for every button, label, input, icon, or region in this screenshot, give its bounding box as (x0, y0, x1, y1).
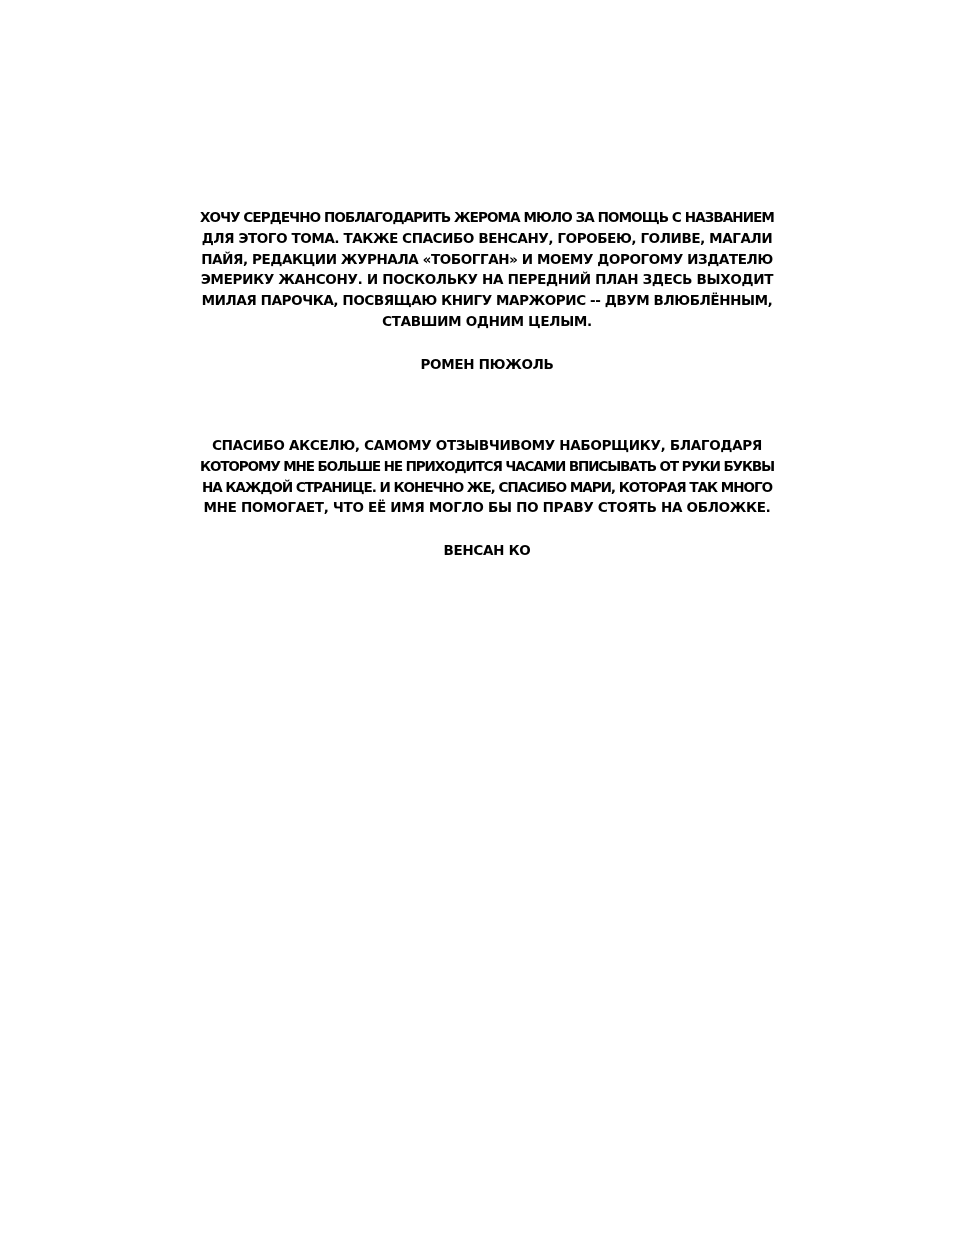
text-line: СПАСИБО АКСЕЛЮ, САМОМУ ОТЗЫВЧИВОМУ НАБОРЩИКУ, БЛАГОДАРЯ (212, 438, 762, 454)
text-line: НА КАЖДОЙ СТРАНИЦЕ. И КОНЕЧНО ЖЕ, СПАСИБО МАРИ, КОТОРАЯ ТАК МНОГО (201, 479, 773, 496)
acknowledgement-block-pujol (200, 208, 774, 375)
author-signature: РОМЕН ПЮЖОЛЬ (420, 356, 554, 373)
text-line: ПАЙЯ, РЕДАКЦИИ ЖУРНАЛА «ТОБОГГАН» И МОЕМУ ДОРОГОМУ ИЗДАТЕЛЮ (201, 251, 773, 268)
text-line: МИЛАЯ ПАРОЧКА, ПОСВЯЩАЮ КНИГУ МАРЖОРИС -- ДВУМ ВЛЮБЛЁННЫМ, (201, 293, 773, 310)
author-signature: ВЕНСАН КО (443, 543, 531, 560)
text-line: КОТОРОМУ МНЕ БОЛЬШЕ НЕ ПРИХОДИТСЯ ЧАСАМИ ВПИСЫВАТЬ ОТ РУКИ БУКВЫ (200, 458, 774, 475)
text-line: ЭМЕРИКУ ЖАНСОНУ. И ПОСКОЛЬКУ НА ПЕРЕДНИЙ ПЛАН ЗДЕСЬ ВЫХОДИТ (200, 272, 774, 289)
text-line: ХОЧУ СЕРДЕЧНО ПОБЛАГОДАРИТЬ ЖЕРОМА МЮЛО ЗА ПОМОЩЬ С НАЗВАНИЕМ (200, 210, 774, 226)
text-line: МНЕ ПОМОГАЕТ, ЧТО ЕЁ ИМЯ МОГЛО БЫ ПО ПРАВУ СТОЯТЬ НА ОБЛОЖКЕ. (203, 500, 771, 517)
text-line: ДЛЯ ЭТОГО ТОМА. ТАКЖЕ СПАСИБО ВЕНСАНУ, ГОРОБЕЮ, ГОЛИВЕ, МАГАЛИ (201, 230, 773, 247)
text-line: СТАВШИМ ОДНИМ ЦЕЛЫМ. (382, 313, 592, 330)
acknowledgement-block-co (200, 436, 774, 561)
acknowledgement-text (200, 436, 774, 519)
acknowledgement-text (200, 208, 774, 333)
